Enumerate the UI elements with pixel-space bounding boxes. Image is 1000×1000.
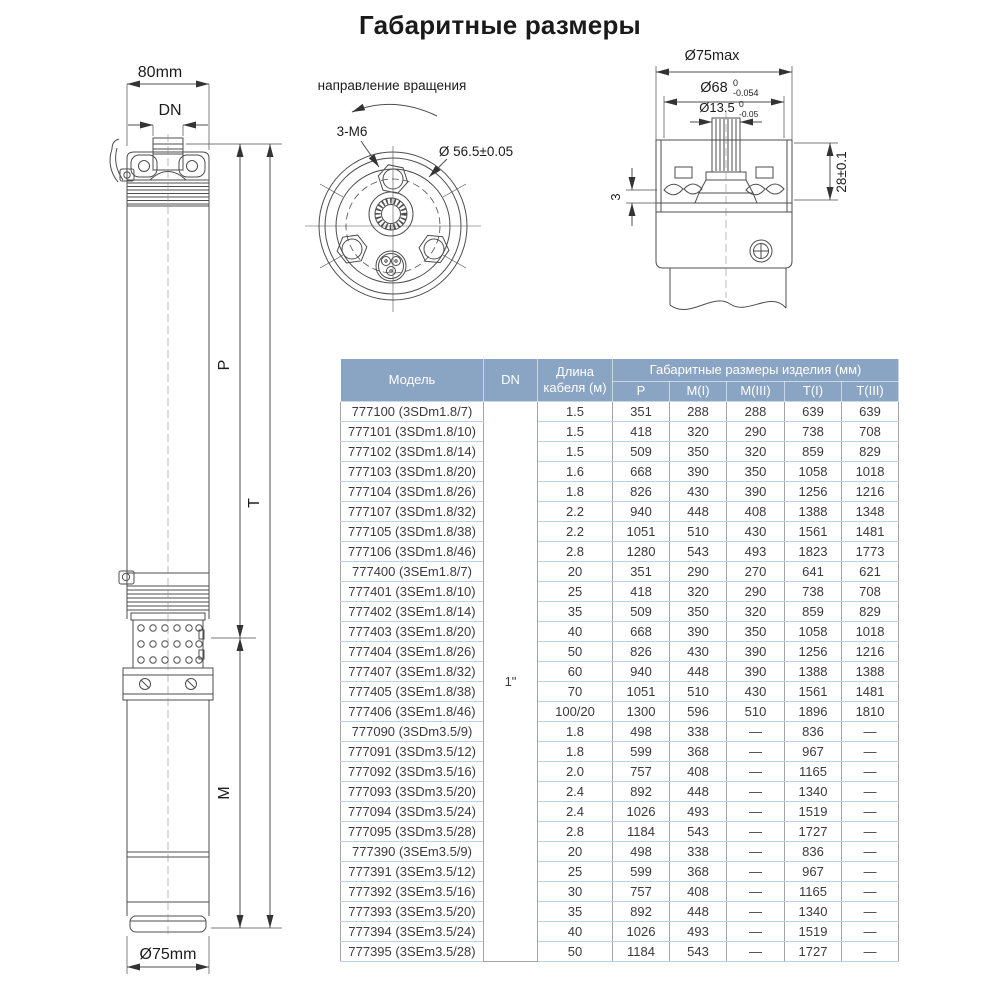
cell-model: 777391 (3SEm3.5/12) (341, 862, 484, 882)
cell-m-i: 543 (670, 822, 727, 842)
cell-m-iii: — (727, 742, 785, 762)
cell-t-iii: 708 (842, 422, 899, 442)
table-row (341, 862, 899, 882)
cell-p: 351 (613, 562, 670, 582)
cell-cable-length: 1.5 (538, 442, 613, 462)
cell-t-iii: 1481 (842, 682, 899, 702)
col-header-tiii: T(III) (842, 382, 899, 402)
cell-p: 757 (613, 762, 670, 782)
cell-model: 777095 (3SDm3.5/28) (341, 822, 484, 842)
cell-t-i: 1823 (785, 542, 842, 562)
cell-p: 1300 (613, 702, 670, 722)
cell-t-i: 836 (785, 842, 842, 862)
cell-t-i: 1388 (785, 662, 842, 682)
cell-t-i: 1561 (785, 522, 842, 542)
label-bolt-circle-dia: Ø 56.5±0.05 (438, 144, 514, 159)
cell-m-i: 390 (670, 622, 727, 642)
cell-m-iii: 430 (727, 522, 785, 542)
col-header-model: Модель (341, 359, 484, 402)
col-header-dn: DN (484, 359, 538, 402)
cell-m-i: 543 (670, 942, 727, 962)
cell-model: 777403 (3SEm1.8/20) (341, 622, 484, 642)
cell-dn-merged: 1" (484, 402, 538, 962)
dim-label-d13-5-sup: 0 (739, 99, 744, 109)
cell-cable-length: 50 (538, 942, 613, 962)
cell-m-iii: — (727, 722, 785, 742)
cell-m-i: 320 (670, 582, 727, 602)
cell-t-iii: — (842, 742, 899, 762)
cell-model: 777407 (3SEm1.8/32) (341, 662, 484, 682)
cell-model: 777100 (3SDm1.8/7) (341, 402, 484, 422)
cell-m-i: 430 (670, 642, 727, 662)
cell-t-i: 1727 (785, 822, 842, 842)
cell-cable-length: 35 (538, 902, 613, 922)
cell-model: 777393 (3SEm3.5/20) (341, 902, 484, 922)
cell-m-i: 288 (670, 402, 727, 422)
table-row (341, 842, 899, 862)
table-row (341, 422, 899, 442)
wing-screw-left (664, 167, 702, 195)
dim-label-m: M (216, 786, 233, 800)
cell-p: 940 (613, 502, 670, 522)
table-row (341, 702, 899, 722)
cell-m-i: 448 (670, 662, 727, 682)
cell-m-i: 350 (670, 602, 727, 622)
cell-model: 777103 (3SDm1.8/20) (341, 462, 484, 482)
table-row (341, 722, 899, 742)
cell-model: 777394 (3SEm3.5/24) (341, 922, 484, 942)
cell-t-iii: — (842, 902, 899, 922)
cell-model: 777401 (3SEm1.8/10) (341, 582, 484, 602)
cell-t-iii: — (842, 782, 899, 802)
cell-t-i: 967 (785, 742, 842, 762)
cell-model: 777395 (3SEm3.5/28) (341, 942, 484, 962)
cell-cable-length: 2.8 (538, 542, 613, 562)
cell-t-iii: 1481 (842, 522, 899, 542)
cell-t-iii: — (842, 842, 899, 862)
cell-m-iii: — (727, 762, 785, 782)
dim-label-d75mm: Ø75mm (139, 946, 197, 963)
cell-t-i: 1519 (785, 922, 842, 942)
cell-t-i: 967 (785, 862, 842, 882)
table-row (341, 582, 899, 602)
cell-model: 777091 (3SDm3.5/12) (341, 742, 484, 762)
table-row (341, 682, 899, 702)
cell-m-iii: 390 (727, 642, 785, 662)
cell-t-i: 859 (785, 442, 842, 462)
dim-label-t: T (246, 498, 263, 508)
cell-p: 1026 (613, 802, 670, 822)
cell-p: 940 (613, 662, 670, 682)
cell-cable-length: 20 (538, 562, 613, 582)
table-row (341, 602, 899, 622)
cell-m-iii: — (727, 902, 785, 922)
table-row (341, 822, 899, 842)
cell-m-i: 338 (670, 842, 727, 862)
cell-p: 1051 (613, 682, 670, 702)
cell-cable-length: 25 (538, 862, 613, 882)
cell-p: 1184 (613, 942, 670, 962)
cell-t-iii: 1018 (842, 622, 899, 642)
cell-p: 509 (613, 442, 670, 462)
cell-p: 892 (613, 782, 670, 802)
cell-t-iii: — (842, 762, 899, 782)
dim-label-d68: Ø68 (700, 80, 728, 96)
cell-p: 668 (613, 462, 670, 482)
cell-m-iii: — (727, 862, 785, 882)
cell-m-iii: 390 (727, 662, 785, 682)
cell-p: 498 (613, 722, 670, 742)
cell-p: 1280 (613, 542, 670, 562)
cell-t-i: 1165 (785, 882, 842, 902)
cell-m-i: 510 (670, 682, 727, 702)
cell-t-i: 639 (785, 402, 842, 422)
cell-t-i: 1561 (785, 682, 842, 702)
col-header-p: P (613, 382, 670, 402)
cell-t-i: 1519 (785, 802, 842, 822)
table-row (341, 802, 899, 822)
cell-m-i: 448 (670, 902, 727, 922)
cell-m-iii: — (727, 782, 785, 802)
cell-p: 1026 (613, 922, 670, 942)
col-header-dims-group: Габаритные размеры изделия (мм) (613, 359, 899, 382)
shaft-gauge (369, 192, 413, 236)
table-row (341, 442, 899, 462)
dim-label-3: 3 (608, 193, 623, 201)
cell-m-iii: 390 (727, 482, 785, 502)
cell-t-i: 1727 (785, 942, 842, 962)
dim-label-p: P (216, 359, 233, 371)
dim-label-d13-5-sub: -0.05 (739, 109, 759, 119)
table-row (341, 522, 899, 542)
cell-m-i: 368 (670, 862, 727, 882)
cell-model: 777402 (3SEm1.8/14) (341, 602, 484, 622)
cell-cable-length: 1.8 (538, 722, 613, 742)
dim-label-dn: DN (158, 102, 182, 119)
cell-p: 599 (613, 862, 670, 882)
cell-t-iii: 1216 (842, 642, 899, 662)
table-row (341, 742, 899, 762)
cell-t-i: 641 (785, 562, 842, 582)
label-rotation-direction: направление вращения (317, 78, 467, 93)
cell-t-iii: 1773 (842, 542, 899, 562)
dim-label-d68-sub: -0.054 (733, 88, 759, 98)
table-row (341, 782, 899, 802)
cell-p: 418 (613, 582, 670, 602)
cell-m-iii: 270 (727, 562, 785, 582)
cell-t-iii: — (842, 942, 899, 962)
cell-p: 498 (613, 842, 670, 862)
col-header-ti: T(I) (785, 382, 842, 402)
cell-t-i: 1058 (785, 462, 842, 482)
rotation-arrow (352, 104, 437, 116)
cell-cable-length: 1.5 (538, 422, 613, 442)
cell-m-i: 338 (670, 722, 727, 742)
cell-t-i: 1340 (785, 782, 842, 802)
cell-model: 777392 (3SEm3.5/16) (341, 882, 484, 902)
connector-plug (376, 251, 406, 281)
table-row (341, 942, 899, 962)
cell-t-iii: 708 (842, 582, 899, 602)
cell-cable-length: 40 (538, 922, 613, 942)
cell-model: 777102 (3SDm1.8/14) (341, 442, 484, 462)
cell-model: 777107 (3SDm1.8/32) (341, 502, 484, 522)
cell-m-iii: — (727, 842, 785, 862)
cell-t-iii: 1018 (842, 462, 899, 482)
cell-p: 1051 (613, 522, 670, 542)
table-row (341, 462, 899, 482)
cell-t-iii: 639 (842, 402, 899, 422)
dim-label-80mm: 80mm (137, 64, 183, 81)
cell-cable-length: 2.8 (538, 822, 613, 842)
cell-m-i: 390 (670, 462, 727, 482)
cell-cable-length: 35 (538, 602, 613, 622)
cell-cable-length: 2.2 (538, 522, 613, 542)
cell-p: 892 (613, 902, 670, 922)
cell-p: 668 (613, 622, 670, 642)
cell-p: 509 (613, 602, 670, 622)
cell-p: 826 (613, 482, 670, 502)
cell-t-iii: — (842, 822, 899, 842)
cell-m-i: 493 (670, 922, 727, 942)
cell-m-iii: 350 (727, 622, 785, 642)
cell-model: 777094 (3SDm3.5/24) (341, 802, 484, 822)
cell-cable-length: 2.4 (538, 802, 613, 822)
cell-t-iii: — (842, 862, 899, 882)
cell-t-i: 1165 (785, 762, 842, 782)
cell-m-i: 430 (670, 482, 727, 502)
cell-p: 826 (613, 642, 670, 662)
cell-t-i: 1340 (785, 902, 842, 922)
col-header-miii: M(III) (727, 382, 785, 402)
cell-t-i: 1256 (785, 482, 842, 502)
cell-model: 777101 (3SDm1.8/10) (341, 422, 484, 442)
pump-side-view (110, 84, 282, 974)
cable-guard (110, 139, 134, 182)
cell-p: 351 (613, 402, 670, 422)
cell-m-iii: — (727, 922, 785, 942)
page-title: Габаритные размеры (359, 10, 641, 40)
cell-m-iii: — (727, 942, 785, 962)
cell-cable-length: 2.4 (538, 782, 613, 802)
cell-m-iii: 510 (727, 702, 785, 722)
cell-model: 777404 (3SEm1.8/26) (341, 642, 484, 662)
cell-t-iii: — (842, 922, 899, 942)
cell-model: 777105 (3SDm1.8/38) (341, 522, 484, 542)
cell-m-iii: 320 (727, 602, 785, 622)
table-row (341, 402, 899, 422)
col-header-mi: M(I) (670, 382, 727, 402)
cell-m-i: 596 (670, 702, 727, 722)
cell-p: 418 (613, 422, 670, 442)
cell-cable-length: 30 (538, 882, 613, 902)
table-row (341, 642, 899, 662)
cell-p: 757 (613, 882, 670, 902)
cell-model: 777090 (3SDm3.5/9) (341, 722, 484, 742)
cell-model: 777092 (3SDm3.5/16) (341, 762, 484, 782)
cell-t-iii: 829 (842, 442, 899, 462)
cell-cable-length: 2.2 (538, 502, 613, 522)
cell-t-iii: 1348 (842, 502, 899, 522)
cell-model: 777104 (3SDm1.8/26) (341, 482, 484, 502)
cell-t-i: 1388 (785, 502, 842, 522)
table-row (341, 902, 899, 922)
table-row (341, 502, 899, 522)
dim-label-28: 28±0.1 (834, 151, 849, 193)
cell-m-i: 448 (670, 782, 727, 802)
cell-m-i: 408 (670, 882, 727, 902)
cell-m-i: 543 (670, 542, 727, 562)
cell-m-i: 290 (670, 562, 727, 582)
cell-m-i: 448 (670, 502, 727, 522)
cell-cable-length: 40 (538, 622, 613, 642)
cell-m-iii: — (727, 882, 785, 902)
cell-t-iii: — (842, 802, 899, 822)
cell-t-iii: 1388 (842, 662, 899, 682)
cell-m-iii: 493 (727, 542, 785, 562)
cell-m-i: 320 (670, 422, 727, 442)
cell-t-iii: — (842, 722, 899, 742)
cell-m-iii: 430 (727, 682, 785, 702)
cell-p: 1184 (613, 822, 670, 842)
cell-model: 777106 (3SDm1.8/46) (341, 542, 484, 562)
table-row (341, 882, 899, 902)
cell-cable-length: 70 (538, 682, 613, 702)
label-3-m6: 3-M6 (336, 124, 368, 139)
cell-t-i: 1896 (785, 702, 842, 722)
cell-t-i: 738 (785, 422, 842, 442)
cell-t-iii: 1216 (842, 482, 899, 502)
cell-m-iii: 350 (727, 462, 785, 482)
cell-p: 599 (613, 742, 670, 762)
cell-cable-length: 50 (538, 642, 613, 662)
cell-t-iii: 621 (842, 562, 899, 582)
dim-label-d13-5: Ø13.5 (699, 100, 735, 115)
cell-model: 777400 (3SEm1.8/7) (341, 562, 484, 582)
cell-m-i: 510 (670, 522, 727, 542)
table-row (341, 482, 899, 502)
table-row (341, 662, 899, 682)
cell-cable-length: 20 (538, 842, 613, 862)
cell-t-i: 1256 (785, 642, 842, 662)
cell-m-i: 408 (670, 762, 727, 782)
cell-m-iii: — (727, 822, 785, 842)
cell-t-i: 836 (785, 722, 842, 742)
cell-model: 777406 (3SEm1.8/46) (341, 702, 484, 722)
cell-t-i: 738 (785, 582, 842, 602)
cell-t-i: 1058 (785, 622, 842, 642)
table-row (341, 762, 899, 782)
cell-m-iii: 290 (727, 582, 785, 602)
table-row (341, 922, 899, 942)
cell-t-i: 859 (785, 602, 842, 622)
cell-t-iii: — (842, 882, 899, 902)
cell-model: 777390 (3SEm3.5/9) (341, 842, 484, 862)
pump-flange-top-view (305, 104, 481, 312)
cell-cable-length: 25 (538, 582, 613, 602)
cell-m-iii: 408 (727, 502, 785, 522)
cell-t-iii: 829 (842, 602, 899, 622)
cell-cable-length: 2.0 (538, 762, 613, 782)
table-row (341, 622, 899, 642)
cell-m-i: 368 (670, 742, 727, 762)
cell-t-iii: 1810 (842, 702, 899, 722)
cell-m-iii: — (727, 802, 785, 822)
cell-m-iii: 288 (727, 402, 785, 422)
dim-label-d68-sup: 0 (733, 78, 739, 88)
cell-m-iii: 290 (727, 422, 785, 442)
cell-cable-length: 60 (538, 662, 613, 682)
cell-cable-length: 1.8 (538, 742, 613, 762)
table-row (341, 562, 899, 582)
cell-cable-length: 1.5 (538, 402, 613, 422)
dim-label-d75max: Ø75max (684, 48, 740, 64)
cell-cable-length: 1.6 (538, 462, 613, 482)
cell-m-i: 350 (670, 442, 727, 462)
cell-m-i: 493 (670, 802, 727, 822)
dimensions-table (340, 358, 899, 962)
table-row (341, 542, 899, 562)
cell-cable-length: 1.8 (538, 482, 613, 502)
cell-model: 777093 (3SDm3.5/20) (341, 782, 484, 802)
cell-m-iii: 320 (727, 442, 785, 462)
col-header-cable-length: Длина кабеля (м) (538, 359, 613, 402)
cell-cable-length: 100/20 (538, 702, 613, 722)
cell-model: 777405 (3SEm1.8/38) (341, 682, 484, 702)
